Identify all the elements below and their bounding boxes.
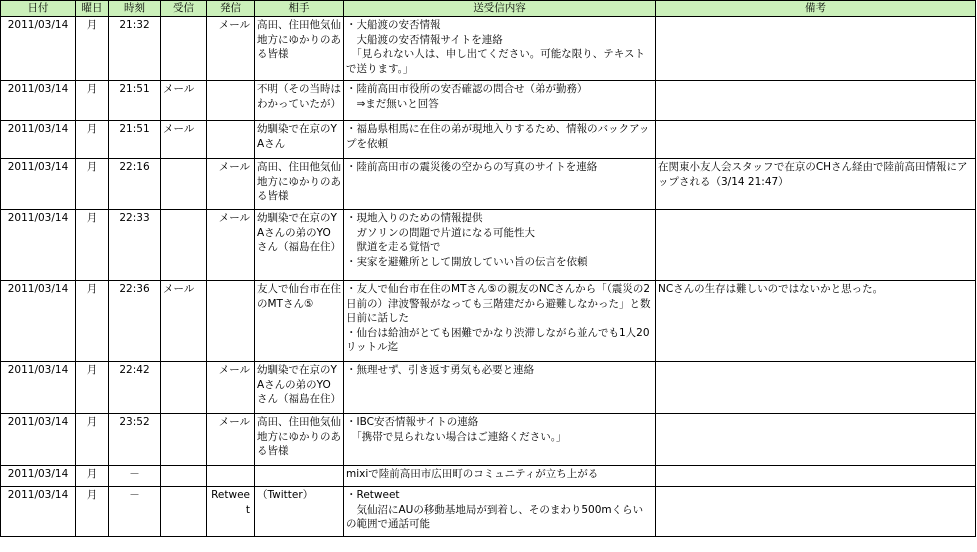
table-row <box>1 210 976 281</box>
header-partner: 相手 <box>255 1 344 17</box>
cell-note <box>656 210 976 281</box>
cell-note: NCさんの生存は難しいのではないかと思った。 <box>656 281 976 362</box>
header-time: 時刻 <box>109 1 161 17</box>
cell-day: 月 <box>76 121 109 159</box>
cell-partner <box>255 466 344 487</box>
cell-date: 2011/03/14 <box>1 17 76 81</box>
cell-sent <box>207 121 255 159</box>
cell-day: 月 <box>76 17 109 81</box>
header-content: 送受信内容 <box>344 1 656 17</box>
table-row <box>1 121 976 159</box>
cell-note: 在関東小友人会スタッフで在京のCHさん経由で陸前高田情報にアップされる（3/14 21:47） <box>656 159 976 210</box>
cell-date: 2011/03/14 <box>1 466 76 487</box>
cell-received <box>161 414 207 466</box>
cell-partner: 友人で仙台市在住のMTさん⑤ <box>255 281 344 362</box>
cell-sent: メール <box>207 17 255 81</box>
cell-content: mixiで陸前高田市広田町のコミュニティが立ち上がる <box>344 466 656 487</box>
table-row <box>1 17 976 81</box>
cell-time: － <box>109 487 161 537</box>
cell-content: ・友人で仙台市在住のMTさん⑤の親友のNCさんから「（震災の2日前の）津波警報がなっても三階建だから避難しなかった」と数日前に話した ・仙台は給油がとても困難でかなり渋滞しながら並んでも1人20リットル迄 <box>344 281 656 362</box>
cell-time: 22:33 <box>109 210 161 281</box>
header-received: 受信 <box>161 1 207 17</box>
cell-day: 月 <box>76 414 109 466</box>
cell-partner: 高田、住田他気仙地方にゆかりのある皆様 <box>255 414 344 466</box>
cell-sent <box>207 281 255 362</box>
cell-sent: メール <box>207 362 255 414</box>
cell-partner: 幼馴染で在京のYAさんの弟のYOさん（福島在住） <box>255 362 344 414</box>
cell-date: 2011/03/14 <box>1 487 76 537</box>
cell-date: 2011/03/14 <box>1 121 76 159</box>
header-sent: 発信 <box>207 1 255 17</box>
cell-partner: 高田、住田他気仙地方にゆかりのある皆様 <box>255 17 344 81</box>
cell-day: 月 <box>76 362 109 414</box>
header-day: 曜日 <box>76 1 109 17</box>
cell-note <box>656 17 976 81</box>
cell-content: ・現地入りのための情報提供 ガソリンの問題で片道になる可能性大 獣道を走る覚悟で ・実家を避難所として開放していい旨の伝言を依頼 <box>344 210 656 281</box>
cell-sent <box>207 81 255 121</box>
cell-time: － <box>109 466 161 487</box>
cell-time: 22:16 <box>109 159 161 210</box>
table-row <box>1 362 976 414</box>
header-note: 備考 <box>656 1 976 17</box>
cell-received: メール <box>161 81 207 121</box>
cell-content: ・IBC安否情報サイトの連絡 「携帯で見られない場合はご連絡ください。」 <box>344 414 656 466</box>
cell-sent: メール <box>207 414 255 466</box>
cell-content: ・福島県相馬に在住の弟が現地入りするため、情報のバックアップを依頼 <box>344 121 656 159</box>
cell-day: 月 <box>76 210 109 281</box>
cell-date: 2011/03/14 <box>1 159 76 210</box>
cell-partner: （Twitter） <box>255 487 344 537</box>
cell-content: ・大船渡の安否情報 大船渡の安否情報サイトを連絡 「見られない人は、申し出てください。可能な限り、テキストで送ります。」 <box>344 17 656 81</box>
cell-partner: 不明（その当時はわかっていたが） <box>255 81 344 121</box>
table-row <box>1 159 976 210</box>
cell-received <box>161 210 207 281</box>
cell-time: 22:36 <box>109 281 161 362</box>
cell-time: 23:52 <box>109 414 161 466</box>
cell-received <box>161 159 207 210</box>
cell-date: 2011/03/14 <box>1 281 76 362</box>
cell-time: 21:51 <box>109 81 161 121</box>
cell-note <box>656 487 976 537</box>
cell-received <box>161 466 207 487</box>
cell-note <box>656 414 976 466</box>
table-row <box>1 81 976 121</box>
cell-date: 2011/03/14 <box>1 81 76 121</box>
cell-note <box>656 81 976 121</box>
cell-received: メール <box>161 121 207 159</box>
cell-time: 21:51 <box>109 121 161 159</box>
cell-partner: 高田、住田他気仙地方にゆかりのある皆様 <box>255 159 344 210</box>
cell-note <box>656 466 976 487</box>
cell-partner: 幼馴染で在京のYAさんの弟のYOさん（福島在住） <box>255 210 344 281</box>
cell-sent <box>207 466 255 487</box>
cell-received <box>161 17 207 81</box>
cell-date: 2011/03/14 <box>1 210 76 281</box>
header-row <box>1 1 976 17</box>
cell-date: 2011/03/14 <box>1 362 76 414</box>
cell-day: 月 <box>76 487 109 537</box>
cell-day: 月 <box>76 159 109 210</box>
cell-sent: メール <box>207 210 255 281</box>
cell-note <box>656 121 976 159</box>
cell-sent: メール <box>207 159 255 210</box>
cell-received: メール <box>161 281 207 362</box>
cell-content: ・Retweet 気仙沼にAUの移動基地局が到着し、そのまわり500mくらいの範囲で通話可能 <box>344 487 656 537</box>
cell-content: ・陸前高田市役所の安否確認の問合せ（弟が勤務） ⇒まだ無いと回答 <box>344 81 656 121</box>
cell-day: 月 <box>76 81 109 121</box>
table-row <box>1 281 976 362</box>
cell-sent: Retweet <box>207 487 255 537</box>
cell-date: 2011/03/14 <box>1 414 76 466</box>
table-row <box>1 414 976 466</box>
cell-content: ・陸前高田市の震災後の空からの写真のサイトを連絡 <box>344 159 656 210</box>
header-date: 日付 <box>1 1 76 17</box>
cell-partner: 幼馴染で在京のYAさん <box>255 121 344 159</box>
cell-received <box>161 487 207 537</box>
cell-content: ・無理せず、引き返す勇気も必要と連絡 <box>344 362 656 414</box>
cell-time: 22:42 <box>109 362 161 414</box>
cell-note <box>656 362 976 414</box>
table-row <box>1 487 976 537</box>
cell-day: 月 <box>76 281 109 362</box>
cell-day: 月 <box>76 466 109 487</box>
cell-received <box>161 362 207 414</box>
cell-time: 21:32 <box>109 17 161 81</box>
table-row <box>1 466 976 487</box>
